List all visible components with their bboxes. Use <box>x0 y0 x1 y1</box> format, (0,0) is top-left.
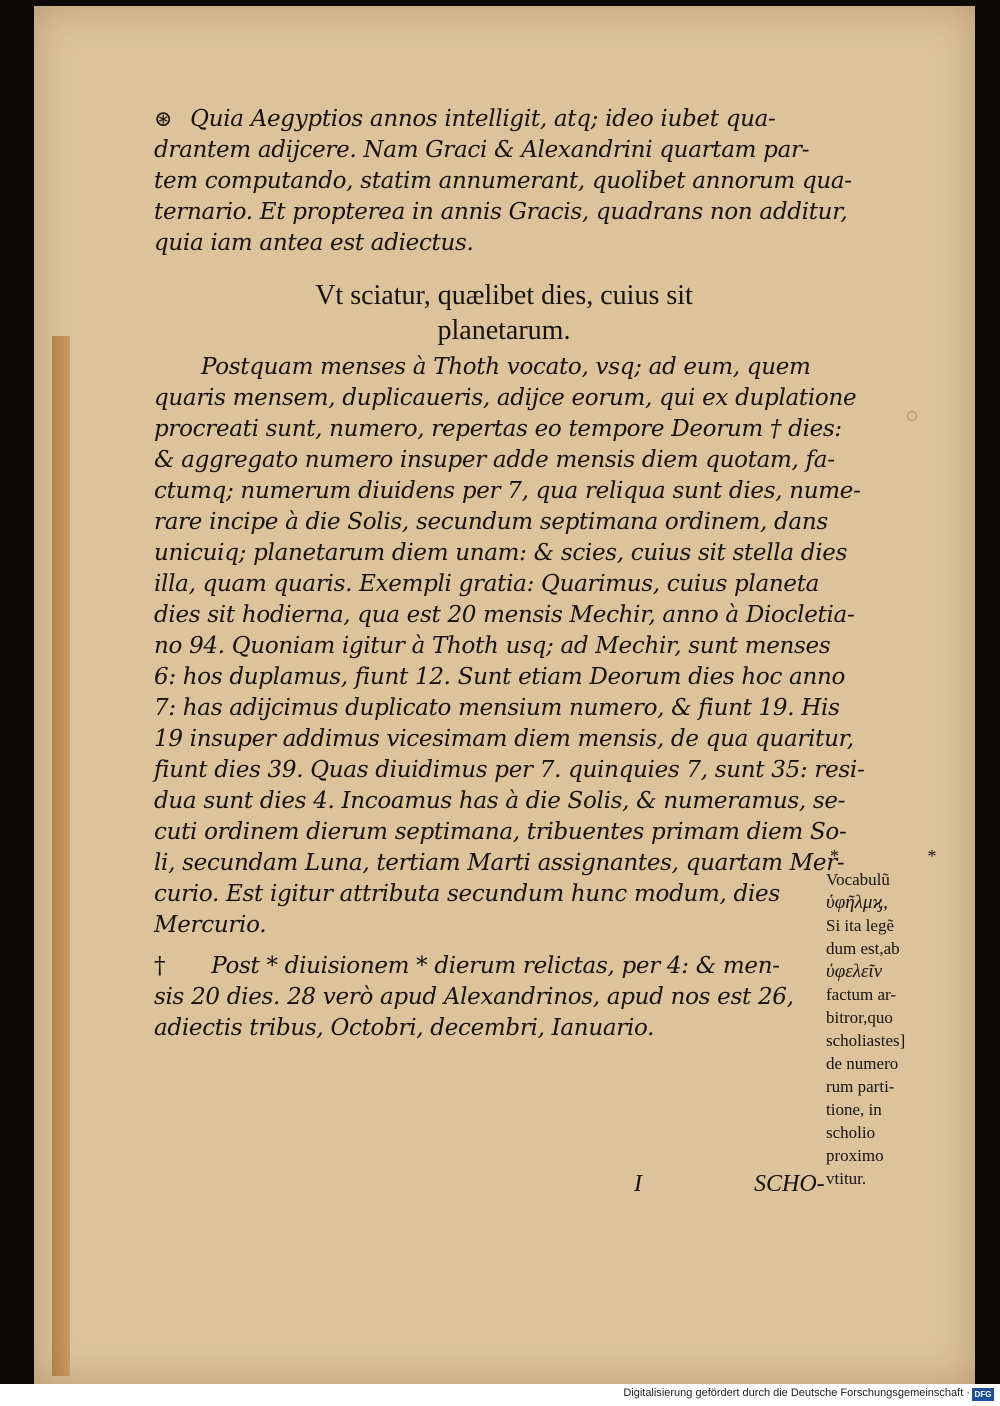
paragraph-1 <box>154 104 854 259</box>
note-line: Si ita legẽ <box>826 916 894 935</box>
paragraph-2-line: procreati sunt, numero, repertas eo tempore Deorum † dies: <box>154 416 842 442</box>
paragraph-2-line: unicuiq; planetarum diem unam: & scies, cuius sit stella dies <box>154 540 848 566</box>
paragraph-3-line: sis 20 dies. 28 verò apud Alexandrinos, apud nos est 26, <box>154 984 794 1010</box>
note-line: proximo <box>826 1146 884 1165</box>
catchword: SCHO- <box>754 1171 825 1197</box>
note-line: de numero <box>826 1054 899 1073</box>
heading-line-1: Vt sciatur, quælibet dies, cuius sit <box>315 280 693 311</box>
paragraph-2-line: cuti ordinem dierum septimana, tribuentes primam diem So- <box>154 819 847 845</box>
paragraph-2-line: 19 insuper addimus vicesimam diem mensis, de qua quaritur, <box>154 726 854 752</box>
paper-blemish <box>907 411 917 421</box>
note-line: tione, in <box>826 1100 882 1119</box>
paragraph-2-line: dies sit hodierna, qua est 20 mensis Mechir, anno à Diocletia- <box>154 602 855 628</box>
paragraph-1-line: ternario. Et propterea in annis Gracis, quadrans non additur, <box>154 199 848 225</box>
paragraph-2-line: ctumq; numerum diuidens per 7, qua reliqua sunt dies, nume- <box>154 478 861 504</box>
paragraph-2-line: 7: has adijcimus duplicato mensium numero, & fiunt 19. His <box>154 695 840 721</box>
margin-note <box>826 845 979 1190</box>
paragraph-3-line: † Post * diuisionem * dierum relictas, per 4: & men- <box>154 953 780 979</box>
paragraph-2-line: rare incipe à die Solis, secundum septimana ordinem, dans <box>154 509 828 535</box>
paragraph-1-line: quia iam antea est adiectus. <box>154 230 474 256</box>
note-line: scholio <box>826 1123 876 1142</box>
page-edge-stain <box>52 336 70 1376</box>
dagger-mark-icon: † <box>154 953 166 979</box>
paragraph-2-line: dua sunt dies 4. Incoamus has à die Solis, & numeramus, se- <box>154 788 846 814</box>
note-line: ὑφῆλμϗ, <box>826 892 888 913</box>
note-line: Vocabulũ <box>826 870 890 889</box>
note-line: dum est,ab <box>826 939 900 958</box>
paragraph-2-line: Mercurio. <box>154 912 267 938</box>
funding-credit: Digitalisierung gefördert durch die Deutsche Forschungsgemeinschaft · <box>623 1387 970 1399</box>
paragraph-1-line: drantem adijcere. Nam Graci & Alexandrini quartam par- <box>154 137 810 163</box>
note-stars: * * <box>830 846 979 866</box>
note-line: vtitur. <box>826 1169 867 1188</box>
paragraph-2-line: & aggregato numero insuper adde mensis diem quotam, fa- <box>154 447 835 473</box>
ornament-mark-icon: ⊛ <box>154 107 173 132</box>
paragraph-2-line: no 94. Quoniam igitur à Thoth usq; ad Mechir, sunt menses <box>154 633 831 659</box>
paragraph-2-line: fiunt dies 39. Quas diuidimus per 7. quinquies 7, sunt 35: resi- <box>154 757 865 783</box>
paragraph-1-line: tem computando, statim annumerant, quolibet annorum qua- <box>154 168 852 194</box>
dfg-logo-icon[interactable]: DFG <box>972 1388 994 1401</box>
note-line: rum parti- <box>826 1077 895 1096</box>
signature-mark: I <box>634 1171 642 1197</box>
paragraph-2-line: li, secundam Luna, tertiam Marti assignantes, quartam Mer- <box>154 850 845 876</box>
section-heading <box>154 278 854 348</box>
paragraph-1-line: ⊛ Quia Aegyptios annos intelligit, atq; ideo iubet qua- <box>154 106 776 132</box>
note-line: bitror,quo <box>826 1008 893 1027</box>
note-line: ὑφελεῖν <box>826 961 883 982</box>
paragraph-2-line: curio. Est igitur attributa secundum hunc modum, dies <box>154 881 780 907</box>
note-line: factum ar- <box>826 985 896 1004</box>
credit-bar <box>0 1384 1000 1406</box>
page-footer <box>634 1171 854 1198</box>
paragraph-3-line: adiectis tribus, Octobri, decembri, Ianuario. <box>154 1015 655 1041</box>
heading-line-2: planetarum. <box>437 315 571 346</box>
paragraph-2-line: quaris mensem, duplicaueris, adijce eorum, qui ex duplatione <box>154 385 857 411</box>
note-line: scholiastes] <box>826 1031 906 1050</box>
paragraph-2-line: 6: hos duplamus, fiunt 12. Sunt etiam Deorum dies hoc anno <box>154 664 846 690</box>
paragraph-2-line: illa, quam quaris. Exempli gratia: Quarimus, cuius planeta <box>154 571 820 597</box>
paragraph-2-line: Postquam menses à Thoth vocato, vsq; ad eum, quem <box>201 354 811 380</box>
paragraph-3 <box>154 951 854 1044</box>
